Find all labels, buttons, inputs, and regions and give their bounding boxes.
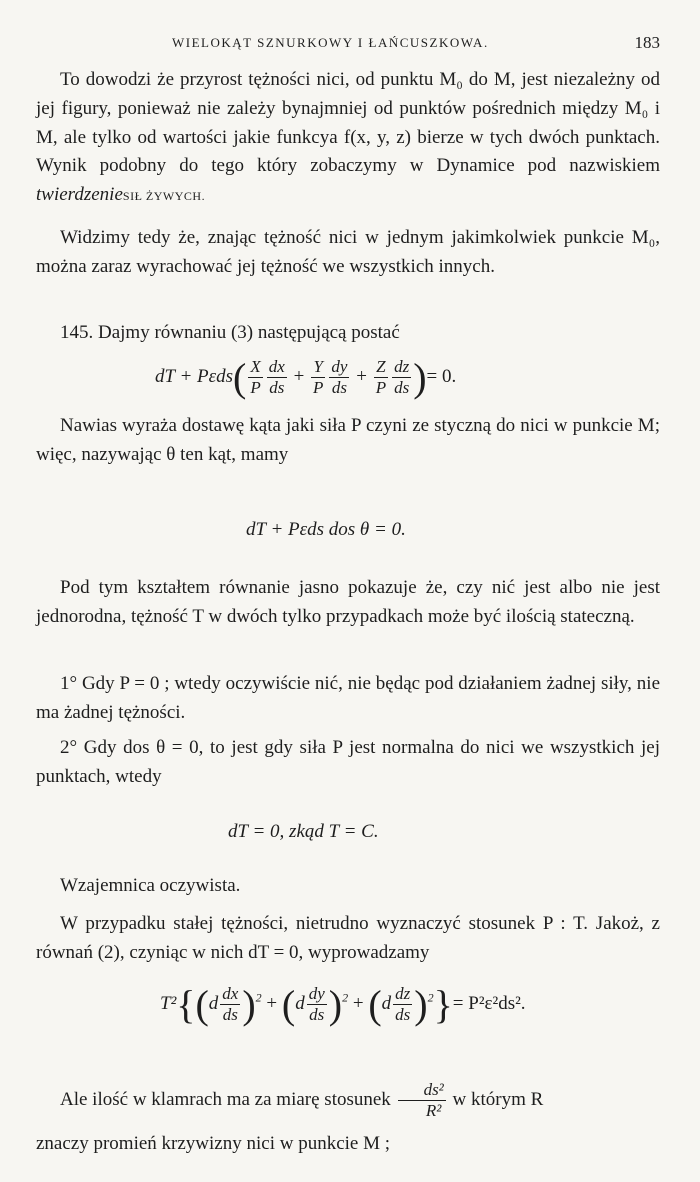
eq1-frac-dz: $\frac{dz}{ds}$	[394, 357, 410, 397]
paragraph-7: Wzajemnica oczywista.	[60, 875, 241, 896]
section-145-heading: 145. Dajmy równaniu (3) następującą postać	[60, 322, 400, 343]
p9-ratio: $\frac{\text{ds²}}{\text{R²}}$	[398, 1080, 446, 1121]
eq4-frac-dy: $\frac{dy}{ds}$	[308, 984, 325, 1024]
eq4-frac-dz: $\frac{dz}{ds}$	[395, 984, 411, 1024]
eq1-frac-dy: $\frac{dy}{ds}$	[331, 357, 348, 397]
page-header	[120, 33, 660, 57]
paragraph-2: Widzimy tedy że, znając tężność nici w jednym jakimkolwiek punkcie M₀, można zaraz wyrachować jej tężność we wszystkich innych.	[36, 227, 660, 277]
eq4-frac-dx: $\frac{dx}{ds}$	[222, 984, 239, 1024]
paragraph-1-emphasis: twierdzenie	[36, 184, 123, 206]
paragraph-1-text: To dowodzi że przyrost tężności nici, od punktu M₀ do M, jest niezależny od jej figury, ponieważ nie zależy bynajmniej od punktów pośrednich między M₀ i M, ale tylko od wartości jakie funkcya f(x, y, z) bierze w tych dwóch punktach. Wynik podobny do tego który zobaczymy w Dynamice pod nazwiskiem	[36, 69, 660, 177]
paragraph-9-line-2: znaczy promień krzywizny nici w punkcie M ;	[36, 1133, 391, 1154]
paragraph-6: 2° Gdy dos θ = 0, to jest gdy siła P jest normalna do nici we wszystkich jej punktach, wtedy	[36, 737, 660, 787]
equation-1: dT + Pεds( $\frac{X}{P}$ $\frac{dx}{ds}$ + $\frac{Y}{P}$ $\frac{dy}{ds}$ + $\frac{Z}{P}$ $\frac{dz}{ds}$ )= 0.	[155, 355, 457, 400]
paragraph-5: 1° Gdy P = 0 ; wtedy oczywiście nić, nie będąc pod działaniem żadnej siły, nie ma żadnej tężności.	[36, 673, 660, 723]
paragraph-8: W przypadku stałej tężności, nietrudno wyznaczyć stosunek P : T. Jakoż, z równań (2), czyniąc w nich dT = 0, wyprowadzamy	[36, 913, 660, 963]
eq1-frac-dx: $\frac{dx}{ds}$	[268, 357, 285, 397]
paragraph-3: Nawias wyraża dostawę kąta jaki siła P czyni ze styczną do nici w punkcie M; więc, nazywając θ ten kąt, mamy	[36, 415, 660, 465]
equation-2: dT + Pεds dos θ = 0.	[246, 519, 406, 540]
eq1-frac-X: $\frac{X}{P}$	[250, 357, 261, 397]
eq1-frac-Y: $\frac{Y}{P}$	[313, 357, 324, 397]
running-title: WIELOKĄT SZNURKOWY I ŁAŃCUSZKOWA.	[172, 35, 489, 50]
eq1-tail: = 0.	[426, 365, 457, 387]
eq4-lead: T²	[160, 992, 177, 1014]
paragraph-1-smallcaps: SIŁ ŻYWYCH.	[122, 189, 206, 204]
paragraph-4: Pod tym kształtem równanie jasno pokazuje że, czy nić jest albo nie jest jednorodna, tężność T w dwóch tylko przypadkach może być ilością stateczną.	[36, 577, 660, 627]
paragraph-1	[36, 66, 660, 211]
eq1-frac-Z: $\frac{Z}{P}$	[375, 357, 387, 397]
equation-4: T²{(d $\frac{dx}{ds}$ )$^2$ + (d $\frac{dy}{ds}$ )$^2$ + (d $\frac{dz}{ds}$ )$^2$}= P²ε²ds².	[160, 982, 526, 1027]
page-number: 183	[634, 33, 660, 52]
eq4-rhs: = P²ε²ds².	[452, 992, 526, 1014]
eq1-lead: dT + Pεds	[155, 365, 234, 387]
equation-3: dT = 0, zkąd T = C.	[228, 821, 379, 842]
paragraph-9-line-1: Ale ilość w klamrach ma za miarę stosunek $\frac{\text{ds²}}{\text{R²}}$ w którym R	[60, 1080, 544, 1120]
